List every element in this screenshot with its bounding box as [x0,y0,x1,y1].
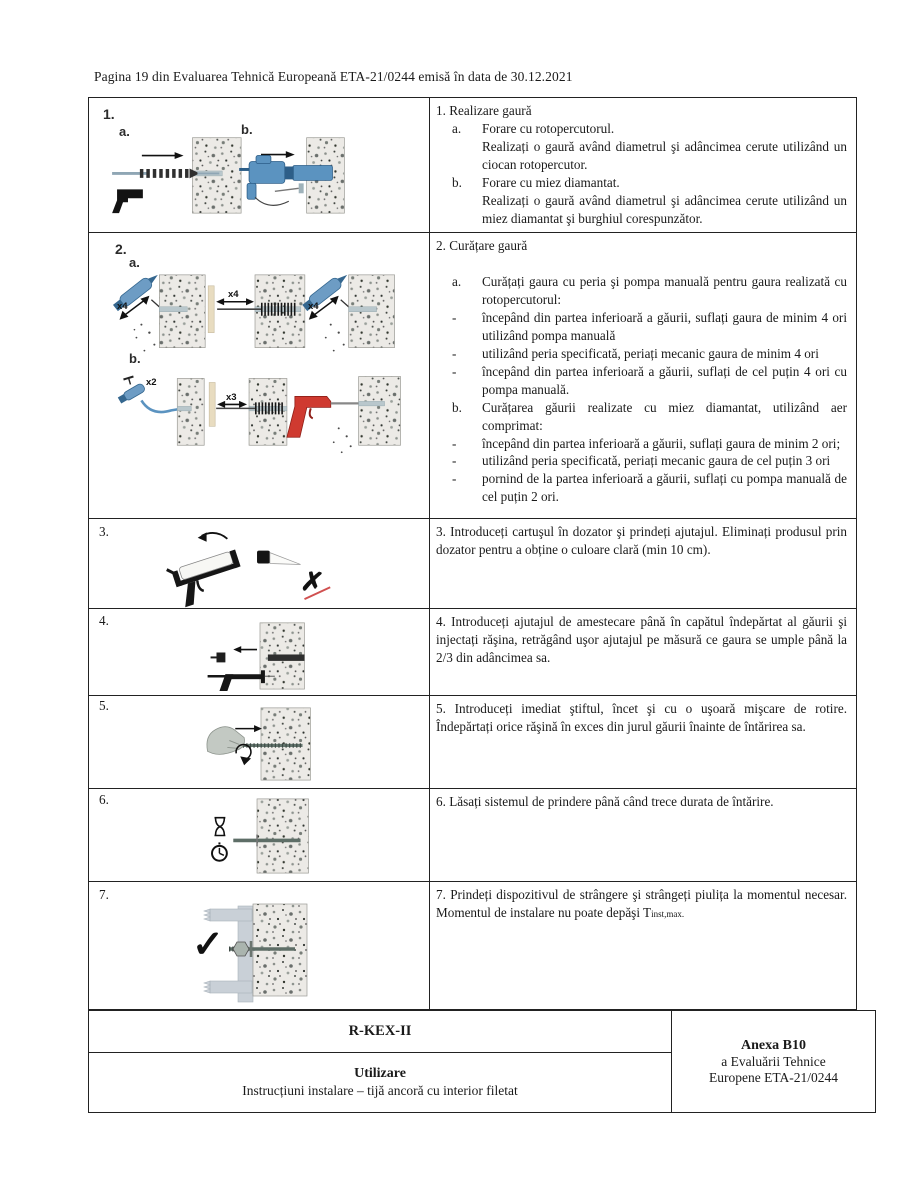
step-title: 1. Realizare gaură [436,103,532,118]
list-item-line: Realizați o gaură având diametrul şi adâncimea cerute utilizând un miez diamantat şi burghiul corespunzător. [482,192,847,226]
figure-number: 7. [99,887,109,902]
step-text-main: 7. Prindeți dispozitivul de strângere şi strângeți piulița la momentul necesar. Momentul de instalare nu poate depăşi T [436,887,847,920]
retract-arrow [233,646,257,653]
step-4-instructions [429,609,856,695]
step-title: 2. Curățare gaură [436,238,528,253]
step-row-3 [89,519,856,609]
resin-fill [268,654,305,660]
dust-particles [134,324,156,352]
drill-bit-icon [112,138,241,213]
step-text: 3. Introduceți cartuşul în dozator şi prindeți ajutajul. Eliminați produsul prin dozator pentru a obține o culoare clară (min 10 cm). [436,524,847,557]
list-item-label: - [452,363,457,379]
step-7-instructions [429,882,856,1011]
step-row-6 [89,789,856,882]
step-4-figure [89,609,429,695]
step-row-2 [89,233,856,519]
step-text: 6. Lăsați sistemul de prindere până când trece durata de întărire. [436,794,774,809]
list-item [436,363,847,399]
footer-left-cell [89,1011,672,1112]
step-text: 5. Introduceți imediat ştiftul, încet şi cu o uşoară mişcare de rotire. Îndepărtați orice răşină în exces din jurul găurii înainte de întărirea sa. [436,701,847,734]
installation-instructions-table [88,97,857,1010]
usage-subtitle: Instrucțiuni instalare – tijă ancoră cu interior filetat [242,1082,518,1098]
step-2-instructions [429,233,856,518]
list-item-label: b. [452,399,462,415]
step-5-instructions [429,696,856,788]
step-6-instructions [429,789,856,881]
list-item-line: începând din partea inferioară a găurii, suflați de cel puțin 4 ori cu pompa manuală. [482,363,847,397]
figure-number: 5. [99,698,109,713]
list-item [436,435,847,453]
step-3-instructions [429,519,856,608]
list-item-label: a. [452,273,462,289]
figure-sub-label-b: b. [241,122,253,137]
list-item-line: Forare cu miez diamantat. [482,174,620,190]
list-item [436,174,847,228]
step-5-figure [89,696,429,788]
list-item-label: a. [452,120,462,136]
hammer-drill-icon [112,189,143,213]
list-item-line: utilizând peria specificată, periați mecanic gaura de cel puțin 3 ori [482,453,831,469]
cross-icon: ✗ [299,565,326,599]
annex-title: Anexa B10 [741,1037,806,1053]
torque-subscript: inst,max. [651,908,685,919]
figure-number: 6. [99,792,109,807]
annex-cell [672,1011,875,1112]
list-item [436,120,847,174]
step-3-figure [89,519,429,608]
list-item-line: Curățarea găurii realizate cu miez diamantat, utilizând aer comprimat: [482,399,847,433]
repeat-count-label: x4 [117,301,128,312]
annex-line: a Evaluării Tehnice [721,1053,826,1069]
figure-number: 1. [103,106,115,122]
clock-icon [212,842,227,860]
figure-number: 3. [99,524,109,539]
list-item [436,273,847,309]
step-7-illustration [89,882,429,1011]
spacer [436,255,847,273]
step-2-figure [89,233,429,518]
list-item-label: - [452,471,457,487]
step-1-illustration [89,98,429,232]
step-1-instructions [429,98,856,232]
repeat-count-label: x4 [308,301,319,312]
step-1-figure [89,98,429,232]
list-item [436,309,847,345]
step-7-figure [89,882,429,1011]
step-6-illustration [89,789,429,881]
figure-sub-label-a: a. [119,124,130,139]
step-2-illustration [89,233,429,518]
dispenser-gun-icon [167,548,248,608]
blow-pump-icon [112,270,162,320]
list-item-label: - [452,345,457,361]
step-text [436,886,847,922]
curved-arrow [198,532,228,541]
usage-cell [89,1053,671,1111]
mixing-nozzle-icon [257,551,301,565]
list-item-line: începând din partea inferioară a găurii, suflați gaura de minim 2 ori; [482,435,841,451]
repeat-count-label: x3 [226,392,237,403]
step-5-illustration [89,696,429,788]
page-header: Pagina 19 din Evaluarea Tehnică Europeană ETA-21/0244 emisă în data de 30.12.2021 [94,69,573,84]
list-item-line: Forare cu rotopercutorul. [482,120,615,136]
nozzle-tip-icon [211,652,226,662]
depth-gauge [209,382,215,426]
list-item-body [482,120,847,174]
repeat-count-label: x2 [146,377,157,388]
insert-arrow [235,725,262,732]
figure-number: 4. [99,613,109,628]
step-row-1 [89,98,856,233]
step-text: 4. Introduceți ajutajul de amestecare până în capătul îndepărtat al găurii şi injectați răşina, retrăgând uşor ajutajul pe măsură ce gaura se umple până la 2/3 din adâncimea sa. [436,614,847,665]
step-row-4 [89,609,856,696]
list-item-line: Curățați gaura cu peria şi pompa manuală pentru gaura realizată cu rotopercutorul: [482,273,847,307]
list-item-label: b. [452,174,462,190]
step-row-7 [89,882,856,1011]
list-item-line: utilizând peria specificată, periați mecanic gaura de minim 4 ori [482,345,819,361]
footer-table [88,1010,876,1113]
figure-sub-label-b: b. [129,351,141,366]
list-item [436,470,847,506]
product-name: R-KEX-II [89,1011,671,1053]
checkmark-icon: ✓ [192,924,224,966]
usage-title: Utilizare [354,1065,406,1081]
hourglass-icon [214,818,225,836]
depth-gauge [208,286,214,333]
list-item-line: începând din partea inferioară a găurii, suflați gaura de minim 4 ori utilizând pompa manuală [482,309,847,343]
hand-icon [207,727,245,755]
core-drill-icon [239,138,344,213]
list-item-label: - [452,453,457,469]
list-item-label: - [452,309,457,325]
air-blow-gun-icon [287,396,359,437]
figure-sub-label-a: a. [129,255,140,270]
dust-particles [325,324,345,352]
step-6-figure [89,789,429,881]
list-item-body [482,174,847,228]
step-3-illustration [89,519,429,608]
annex-line: Europene ETA-21/0244 [708,1069,838,1085]
list-item-line: Realizați o gaură având diametrul şi adâncimea cerute utilizând un ciocan rotopercutor. [482,138,847,172]
step-4-illustration [89,609,429,695]
blow-pump-icon [301,270,351,320]
step-row-5 [89,696,856,789]
dust-particles [333,427,352,453]
list-item-line: pornind de la partea inferioară a găurii, suflați cu pompa manuală de cel puțin 2 ori. [482,471,847,505]
figure-number: 2. [115,241,127,257]
list-item-label: - [452,435,457,451]
list-item [436,399,847,435]
list-item [436,345,847,363]
repeat-count-label: x4 [228,289,239,300]
list-item [436,452,847,470]
